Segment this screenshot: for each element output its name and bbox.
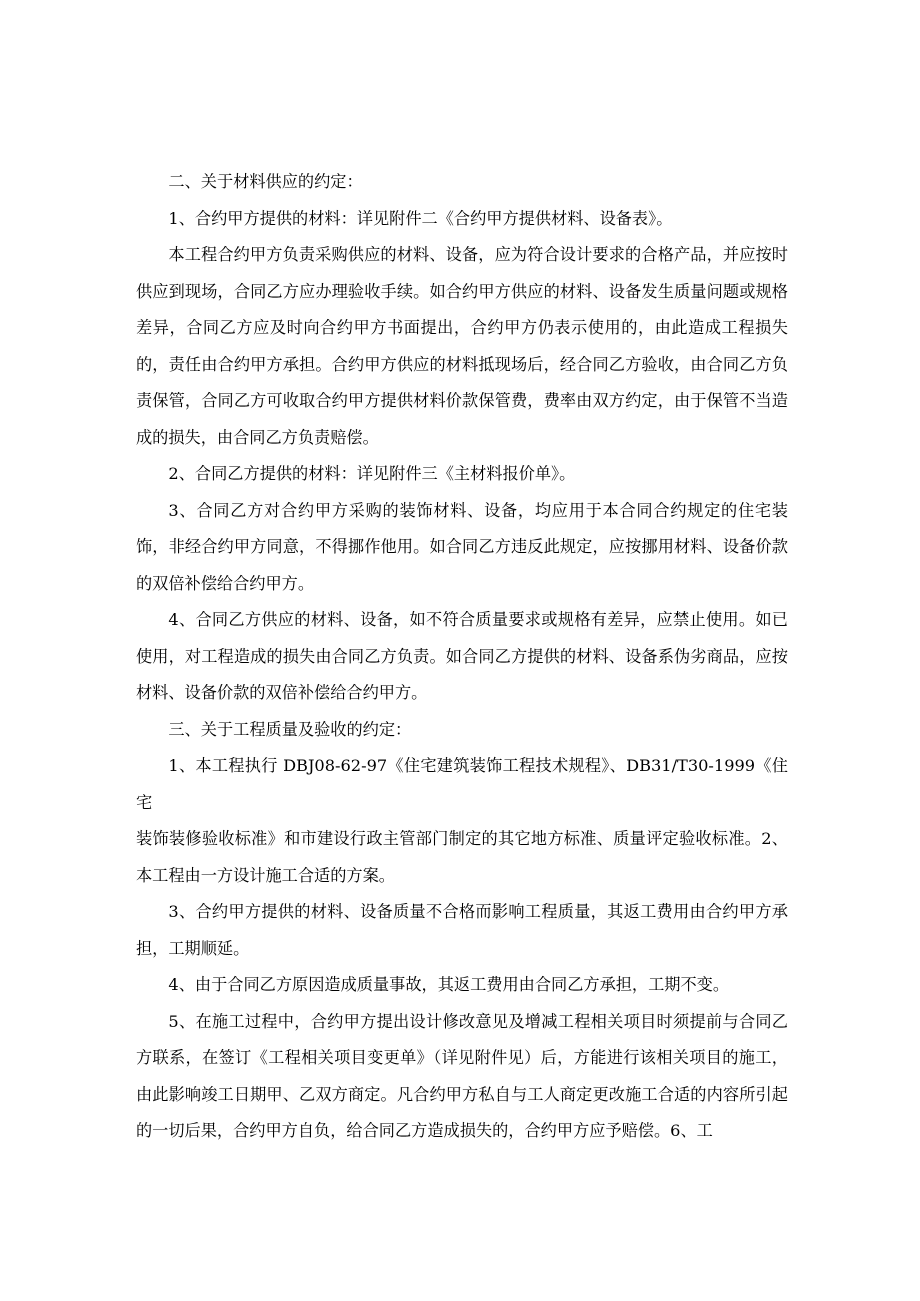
paragraph-standards-continued: 装饰装修验收标准》和市建设行政主管部门制定的其它地方标准、质量评定验收标准。2、本工程由一方设计施工合适的方案。 (136, 829, 788, 885)
section-heading-quality-acceptance: 三、关于工程质量及验收的约定： (168, 719, 412, 739)
paragraph-standards: 1、本工程执行 DBJ08-62-97《住宅建筑装饰工程技术规程》、DB31/T30-1999《住宅 (136, 756, 788, 812)
paragraph-material-use: 3、合同乙方对合约甲方采购的装饰材料、设备，均应用于本合同合约规定的住宅装饰，非经合约甲方同意，不得挪作他用。如合同乙方违反此规定，应按挪用材料、设备价款的双倍补偿给合约甲方。 (136, 500, 788, 593)
paragraph-party-a-procurement: 本工程合约甲方负责采购供应的材料、设备，应为符合设计要求的合格产品，并应按时供应到现场，合同乙方应办理验收手续。如合约甲方供应的材料、设备发生质量问题或规格差异，合同乙方应及时向合约甲方书面提出，合约甲方仍表示使用的，由此造成工程损失的，责任由合约甲方承担。合约甲方供应的材料抵现场后，经合同乙方验收，由合同乙方负责保管，合同乙方可收取合约甲方提供材料价款保管费，费率由双方约定，由于保管不当造成的损失，由合同乙方负责赔偿。 (136, 245, 788, 447)
paragraph-rework-party-a: 3、合约甲方提供的材料、设备质量不合格而影响工程质量，其返工费用由合约甲方承担，工期顺延。 (136, 902, 788, 958)
section-heading-material-supply: 二、关于材料供应的约定： (168, 172, 363, 191)
paragraph-design-changes: 5、在施工过程中，合约甲方提出设计修改意见及增减工程相关项目时须提前与合同乙方联系，在签订《工程相关项目变更单》（详见附件见）后，方能进行该相关项目的施工，由此影响竣工日期甲、乙双方商定。凡合约甲方私自与工人商定更改施工合适的内容所引起的一切后果，合约甲方自负，给合同乙方造成损失的，合约甲方应予赔偿。6、工 (136, 1011, 788, 1140)
paragraph-material-quality: 4、合同乙方供应的材料、设备，如不符合质量要求或规格有差异，应禁止使用。如已使用，对工程造成的损失由合同乙方负责。如合同乙方提供的材料、设备系伪劣商品，应按材料、设备价款的双倍补偿给合约甲方。 (136, 610, 788, 702)
paragraph-rework-party-b: 4、由于合同乙方原因造成质量事故，其返工费用由合同乙方承担，工期不变。 (168, 975, 730, 994)
paragraph-party-a-materials: 1、合约甲方提供的材料：详见附件二《合约甲方提供材料、设备表》。 (168, 208, 673, 228)
document-body (136, 164, 788, 1150)
paragraph-party-b-materials: 2、合同乙方提供的材料：详见附件三《主材料报价单》。 (168, 464, 576, 483)
